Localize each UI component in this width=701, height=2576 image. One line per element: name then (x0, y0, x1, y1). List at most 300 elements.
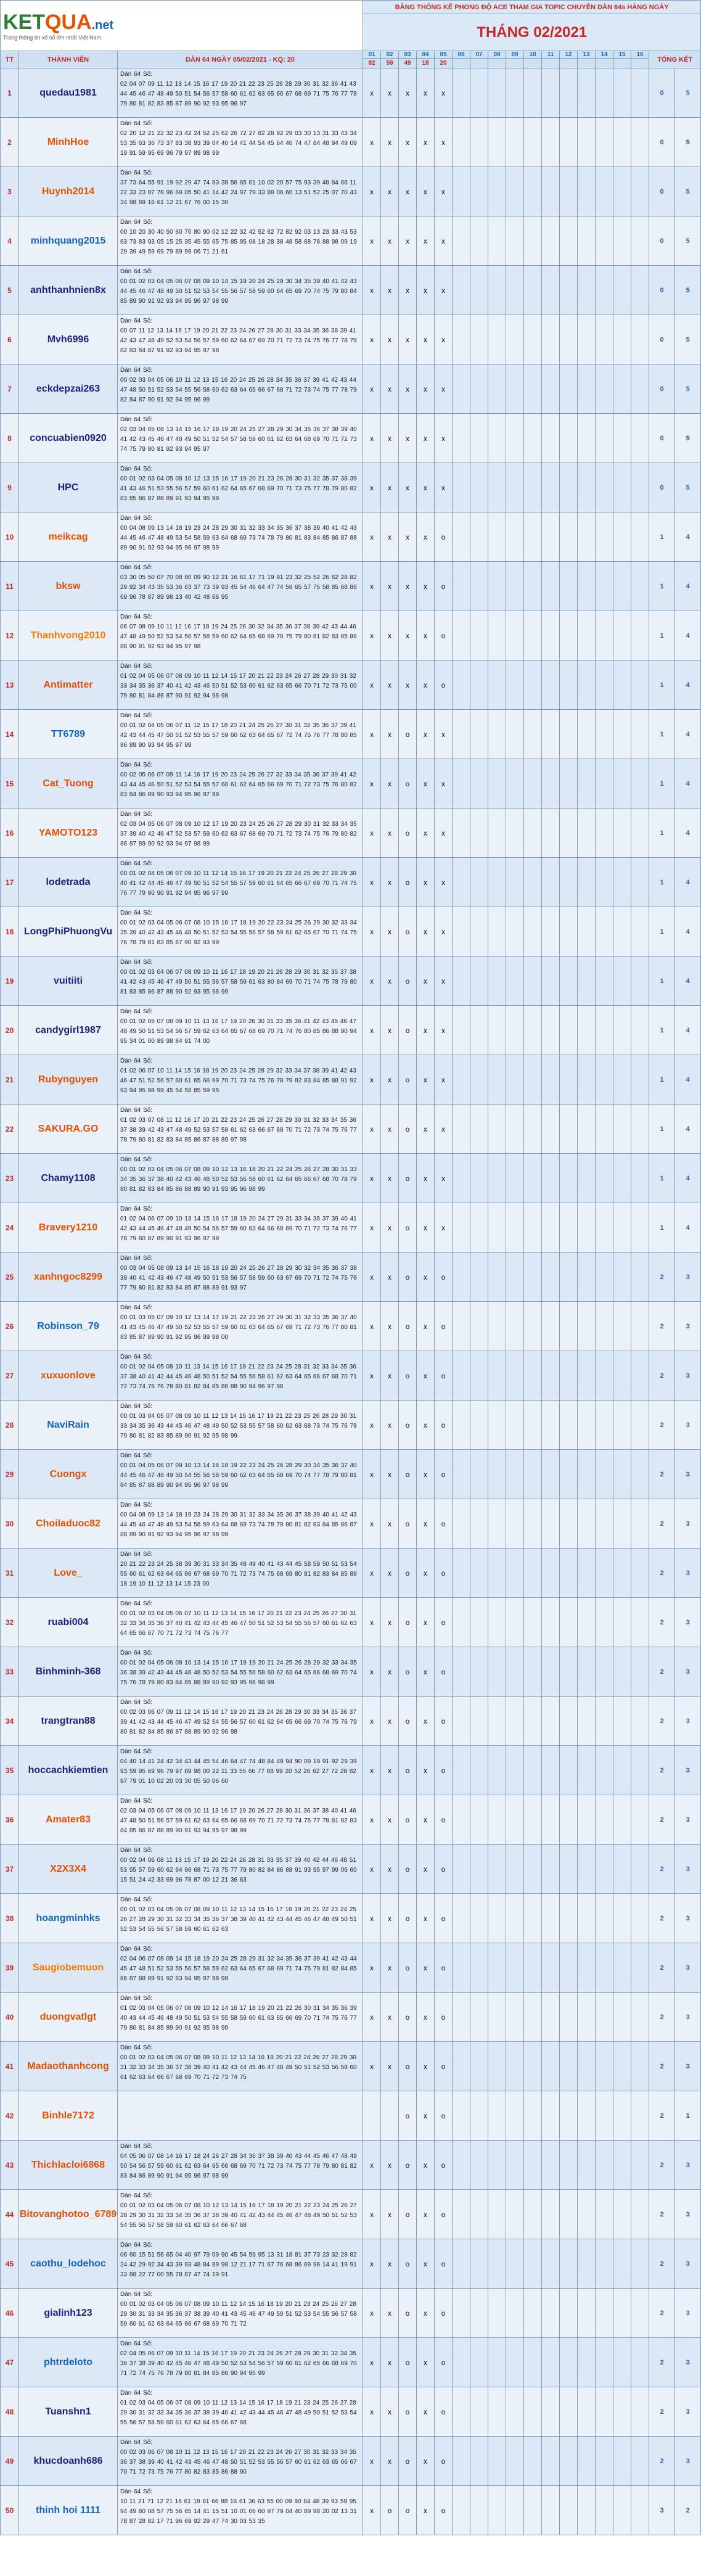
day-mark: x (381, 1499, 399, 1549)
member-name[interactable]: thinh hoi 1111 (19, 2486, 118, 2535)
day-mark (613, 2289, 631, 2338)
day-mark (578, 1697, 596, 1746)
day-mark (613, 759, 631, 809)
day-mark (542, 266, 560, 315)
day-mark (453, 2387, 470, 2437)
day-mark: o (399, 1302, 417, 1351)
day-mark (488, 68, 506, 118)
day-mark (631, 1351, 649, 1401)
row-number: 49 (1, 2437, 19, 2486)
day-mark (453, 1006, 470, 1055)
member-name[interactable]: concuabien0920 (19, 414, 118, 463)
day-mark: x (417, 1549, 435, 1598)
day-mark (453, 1351, 470, 1401)
member-name[interactable]: Love_ (19, 1549, 118, 1598)
day-mark (596, 809, 613, 858)
day-mark (578, 1894, 596, 1943)
member-name[interactable]: Rubynguyen (19, 1055, 118, 1105)
member-name[interactable]: NaviRain (19, 1401, 118, 1450)
day-mark (506, 1450, 524, 1499)
day-mark (488, 759, 506, 809)
day-mark (524, 710, 542, 759)
number-set-values: 00 02 03 06 07 08 10 11 12 13 15 16 17 20 21 22 23 24 26 27 30 31 32 33 34 35 36 37 38 39 40 41 42 43 45 46 47 48 50 51 52 53 55 56 57 60 61 62 63 65 66 67 70 71 72 73 75 76 77 80 82 83 85 86 88 90 (120, 2449, 357, 2475)
day-mark: x (381, 1154, 399, 1203)
day-mark (542, 858, 560, 907)
number-set-label: Dàn 64 Số: (120, 466, 153, 472)
day-mark: o (435, 2437, 453, 2486)
day-mark (631, 1894, 649, 1943)
member-name[interactable]: Bravery1210 (19, 1203, 118, 1253)
member-name[interactable]: phtrdeloto (19, 2338, 118, 2387)
member-name[interactable]: Tuanshn1 (19, 2387, 118, 2437)
table-row (1, 1894, 701, 1943)
miss-count: 4 (675, 1006, 701, 1055)
day-mark (470, 68, 488, 118)
slogan: Trang thông tin xổ số lớn nhất Việt Nam (3, 35, 101, 41)
miss-count: 3 (675, 1993, 701, 2042)
day-mark (578, 1401, 596, 1450)
day-mark (506, 809, 524, 858)
day-mark (453, 1549, 470, 1598)
day-mark (613, 2042, 631, 2091)
day-mark: o (435, 1598, 453, 1647)
row-number: 31 (1, 1549, 19, 1598)
day-mark (542, 2190, 560, 2239)
miss-count: 3 (675, 1450, 701, 1499)
day-mark (524, 1154, 542, 1203)
day-mark (542, 2437, 560, 2486)
number-set (118, 1598, 363, 1647)
member-name[interactable]: SAKURA.GO (19, 1105, 118, 1154)
day-mark (560, 1647, 578, 1697)
member-name[interactable]: duongvatlgt (19, 1993, 118, 2042)
day-mark (488, 2437, 506, 2486)
number-set-label: Dàn 64 Số: (120, 663, 153, 670)
day-mark (596, 1105, 613, 1154)
day-mark: o (435, 1499, 453, 1549)
result-number: 49 (399, 59, 417, 68)
member-name[interactable]: caothu_lodehoc (19, 2239, 118, 2289)
member-name[interactable]: anhthanhnien8x (19, 266, 118, 315)
row-number: 28 (1, 1401, 19, 1450)
day-mark (506, 2387, 524, 2437)
day-mark: x (381, 710, 399, 759)
day-mark: x (417, 1845, 435, 1894)
day-mark (506, 957, 524, 1006)
member-name[interactable]: Mvh6996 (19, 315, 118, 364)
day-mark (488, 1055, 506, 1105)
day-mark (560, 512, 578, 562)
day-mark (613, 1450, 631, 1499)
day-mark: o (399, 1105, 417, 1154)
number-set-values: 01 02 04 06 07 09 10 13 14 15 16 17 18 19 20 24 27 29 31 33 34 36 37 39 40 41 42 43 44 45 46 47 48 49 50 54 56 57 59 60 63 64 66 68 69 70 71 72 73 74 76 77 78 79 80 87 89 90 91 93 96 97 99 (120, 1216, 357, 1242)
day-mark (470, 315, 488, 364)
day-mark: x (417, 1006, 435, 1055)
number-set-values: 00 01 02 04 05 06 08 10 13 14 15 16 17 18 19 20 21 24 25 26 28 29 32 33 34 35 36 38 39 42 43 44 45 46 48 50 52 53 54 55 56 58 60 62 63 64 65 66 68 69 70 74 75 76 78 79 80 83 84 85 88 89 90 92 93 95 96 98 99 (120, 1660, 357, 1686)
day-mark (596, 1450, 613, 1499)
day-mark (542, 2338, 560, 2387)
row-number: 36 (1, 1795, 19, 1845)
day-mark: x (435, 315, 453, 364)
number-set (118, 907, 363, 957)
table-row (1, 68, 701, 118)
number-set-label: Dàn 64 Số: (120, 1354, 153, 1360)
day-mark (560, 216, 578, 266)
hit-count: 1 (649, 907, 675, 957)
day-mark: x (381, 858, 399, 907)
day-mark (488, 562, 506, 611)
day-mark (524, 1055, 542, 1105)
day-mark: o (435, 1647, 453, 1697)
member-name[interactable]: vuitiiti (19, 957, 118, 1006)
day-mark: x (381, 68, 399, 118)
number-set-values: 02 04 07 09 11 12 13 14 15 16 17 19 20 21 22 23 25 26 28 29 30 31 32 36 41 43 44 45 46 47 48 49 50 51 54 56 57 58 60 61 62 63 65 66 67 68 69 71 75 76 77 78 79 80 81 82 83 85 87 89 90 92 93 95 96 97 (120, 81, 357, 107)
member-name[interactable]: bksw (19, 562, 118, 611)
member-name[interactable]: quedau1981 (19, 68, 118, 118)
day-mark (578, 809, 596, 858)
row-number: 50 (1, 2486, 19, 2535)
member-name[interactable]: Chamy1108 (19, 1154, 118, 1203)
number-set (118, 660, 363, 710)
hit-count: 2 (649, 1450, 675, 1499)
hit-count: 2 (649, 2437, 675, 2486)
hit-count: 2 (649, 2190, 675, 2239)
number-set-label: Dàn 64 Số: (120, 1896, 153, 1903)
day-mark: x (417, 809, 435, 858)
day-mark: x (417, 759, 435, 809)
day-mark (631, 1845, 649, 1894)
number-set-label: Dàn 64 Số: (120, 2242, 153, 2249)
row-number: 44 (1, 2190, 19, 2239)
day-mark (613, 463, 631, 512)
number-set (118, 1401, 363, 1450)
day-mark (506, 315, 524, 364)
day-mark (506, 710, 524, 759)
day-mark (470, 1746, 488, 1795)
day-mark (560, 1253, 578, 1302)
member-name[interactable]: Cat_Tuong (19, 759, 118, 809)
day-mark (453, 118, 470, 167)
day-mark: x (363, 1401, 381, 1450)
day-mark (524, 1993, 542, 2042)
hit-count: 0 (649, 216, 675, 266)
day-mark (524, 2239, 542, 2289)
day-mark (453, 2437, 470, 2486)
day-mark: o (435, 1401, 453, 1450)
number-set (118, 2190, 363, 2239)
miss-count: 4 (675, 1203, 701, 1253)
hit-count: 1 (649, 1055, 675, 1105)
day-mark (560, 2338, 578, 2387)
day-mark (631, 809, 649, 858)
day-mark (596, 216, 613, 266)
member-name[interactable]: TT6789 (19, 710, 118, 759)
day-mark (613, 1105, 631, 1154)
day-mark (542, 1105, 560, 1154)
day-mark (542, 1549, 560, 1598)
member-name[interactable]: Bitovanghotoo_6789 (19, 2190, 118, 2239)
day-mark (542, 1499, 560, 1549)
row-number: 27 (1, 1351, 19, 1401)
day-mark (596, 414, 613, 463)
number-set-label: Dàn 64 Số: (120, 2044, 153, 2051)
member-name[interactable]: meikcag (19, 512, 118, 562)
day-mark (524, 118, 542, 167)
day-mark: o (435, 1943, 453, 1993)
day-mark (506, 266, 524, 315)
day-mark (631, 1401, 649, 1450)
day-mark: x (417, 1993, 435, 2042)
member-name[interactable]: Thichlacloi6868 (19, 2141, 118, 2190)
day-mark (542, 1894, 560, 1943)
day-mark (578, 118, 596, 167)
day-mark (542, 2486, 560, 2535)
day-mark (578, 1943, 596, 1993)
day-header: 06 (453, 51, 470, 59)
day-mark (524, 266, 542, 315)
day-mark (631, 1647, 649, 1697)
day-mark (631, 1993, 649, 2042)
day-mark (560, 2042, 578, 2091)
day-mark: x (381, 315, 399, 364)
day-mark (453, 1253, 470, 1302)
day-mark: x (381, 2042, 399, 2091)
day-mark (506, 167, 524, 216)
day-mark (506, 1549, 524, 1598)
day-mark: o (399, 710, 417, 759)
day-mark (596, 907, 613, 957)
day-mark: o (399, 957, 417, 1006)
number-set-values: 00 01 02 03 04 05 06 07 08 09 10 12 13 16 18 20 21 22 24 25 26 27 28 30 31 33 34 35 36 37 38 40 42 43 46 48 50 52 53 56 58 60 61 62 64 65 66 67 68 70 78 79 80 81 82 83 84 85 86 88 89 90 91 93 95 96 98 99 (120, 1166, 357, 1193)
member-name[interactable]: xanhngoc8299 (19, 1253, 118, 1302)
day-mark (453, 2486, 470, 2535)
hit-count: 0 (649, 463, 675, 512)
member-name[interactable]: xuxuonlove (19, 1351, 118, 1401)
day-mark (506, 216, 524, 266)
day-mark (613, 266, 631, 315)
number-set-values: 00 01 02 03 04 05 06 07 08 09 10 11 12 13 14 15 16 17 18 19 20 21 22 23 24 25 26 27 28 29 30 31 32 33 34 35 36 37 38 39 40 41 42 43 44 45 46 47 48 49 50 51 52 53 54 55 56 57 58 59 60 61 62 63 (120, 1906, 357, 1933)
day-mark (578, 414, 596, 463)
miss-count: 4 (675, 660, 701, 710)
member-name[interactable]: minhquang2015 (19, 216, 118, 266)
number-set-values: 00 02 03 06 07 09 11 12 14 15 16 17 19 20 21 23 24 26 28 29 30 33 34 35 36 37 39 41 42 43 44 45 46 47 49 52 54 55 56 57 60 61 62 64 65 66 69 70 74 75 76 79 80 81 82 84 85 86 87 88 89 90 92 96 98 (120, 1709, 357, 1735)
member-name[interactable]: ruabi004 (19, 1598, 118, 1647)
miss-count: 3 (675, 1647, 701, 1697)
member-name[interactable]: X2X3X4 (19, 1845, 118, 1894)
day-mark: x (381, 266, 399, 315)
day-mark (631, 611, 649, 660)
day-mark: x (417, 315, 435, 364)
member-name[interactable]: candygirl1987 (19, 1006, 118, 1055)
day-mark (470, 710, 488, 759)
hit-count: 1 (649, 858, 675, 907)
number-set-label: Dàn 64 Số: (120, 515, 153, 522)
result-number: 20 (435, 59, 453, 68)
member-name[interactable]: hoangminhks (19, 1894, 118, 1943)
member-name[interactable]: Binhminh-368 (19, 1647, 118, 1697)
member-name[interactable]: MinhHoe (19, 118, 118, 167)
member-name[interactable]: Saugiobemuon (19, 1943, 118, 1993)
day-mark (596, 2141, 613, 2190)
day-mark: o (399, 858, 417, 907)
number-set (118, 1993, 363, 2042)
row-number: 22 (1, 1105, 19, 1154)
day-mark: x (363, 68, 381, 118)
member-name[interactable]: gialinh123 (19, 2289, 118, 2338)
member-name[interactable]: eckdepzai263 (19, 364, 118, 414)
month-title: THÁNG 02/2021 (363, 14, 701, 51)
number-set-label: Dàn 64 Số: (120, 1600, 153, 1607)
day-mark: x (381, 1795, 399, 1845)
table-row (1, 1006, 701, 1055)
row-number: 18 (1, 907, 19, 957)
day-mark: o (435, 2141, 453, 2190)
member-name[interactable]: trangtran88 (19, 1697, 118, 1746)
member-name[interactable]: Cuongx (19, 1450, 118, 1499)
number-set-label: Dàn 64 Số: (120, 120, 153, 127)
number-set-values: 02 03 04 05 06 07 08 09 10 12 17 19 20 23 24 25 26 27 28 29 30 31 32 33 34 35 37 39 40 42 46 47 52 53 57 59 60 62 63 67 68 69 70 71 72 73 74 75 76 79 80 82 86 87 89 90 92 93 94 97 98 99 (120, 821, 357, 847)
miss-count: 4 (675, 957, 701, 1006)
row-number: 30 (1, 1499, 19, 1549)
day-mark: o (435, 660, 453, 710)
number-set-values: 03 30 05 50 07 70 08 80 09 90 12 21 16 61 17 71 19 91 23 32 25 52 26 62 28 82 29 92 34 43 35 53 36 63 37 73 39 93 45 54 46 64 47 74 56 65 57 75 58 85 68 86 69 96 78 87 89 98 13 40 42 48 66 95 (120, 574, 357, 601)
day-mark (596, 957, 613, 1006)
table-row (1, 414, 701, 463)
day-mark (613, 1253, 631, 1302)
number-set (118, 1647, 363, 1697)
day-mark: x (363, 1499, 381, 1549)
day-mark (631, 1302, 649, 1351)
day-mark: x (381, 364, 399, 414)
member-name[interactable]: Madaothanhcong (19, 2042, 118, 2091)
number-set-label: Dàn 64 Số: (120, 2390, 153, 2397)
miss-count: 3 (675, 1549, 701, 1598)
member-name[interactable]: LongPhiPhuongVu (19, 907, 118, 957)
day-mark (453, 1795, 470, 1845)
day-mark (488, 2289, 506, 2338)
table-row (1, 216, 701, 266)
number-set-label: Dàn 64 Số: (120, 1255, 153, 1262)
day-mark (506, 1351, 524, 1401)
member-name[interactable]: YAMOTO123 (19, 809, 118, 858)
day-mark (506, 2141, 524, 2190)
day-mark (578, 1253, 596, 1302)
day-mark (506, 1746, 524, 1795)
day-mark: x (417, 2141, 435, 2190)
row-number: 10 (1, 512, 19, 562)
hit-count: 1 (649, 957, 675, 1006)
day-mark (542, 1697, 560, 1746)
row-number: 38 (1, 1894, 19, 1943)
row-number: 15 (1, 759, 19, 809)
day-mark (596, 1746, 613, 1795)
day-header: 12 (560, 51, 578, 59)
day-mark (631, 2437, 649, 2486)
day-mark: x (435, 414, 453, 463)
day-mark (613, 1845, 631, 1894)
day-mark (596, 1351, 613, 1401)
day-mark: x (363, 1351, 381, 1401)
day-mark (560, 68, 578, 118)
day-mark (470, 2091, 488, 2141)
number-set-label: Dàn 64 Số: (120, 959, 153, 966)
day-mark (631, 858, 649, 907)
table-row (1, 1253, 701, 1302)
day-mark (470, 1499, 488, 1549)
row-number: 35 (1, 1746, 19, 1795)
day-mark (470, 1993, 488, 2042)
member-name[interactable]: khucdoanh686 (19, 2437, 118, 2486)
day-mark: x (381, 1943, 399, 1993)
day-mark (596, 2239, 613, 2289)
member-name[interactable]: hoccachkiemtien (19, 1746, 118, 1795)
member-name[interactable]: lodetrada (19, 858, 118, 907)
day-mark (488, 463, 506, 512)
number-set-values: 01 02 03 04 05 06 07 08 09 10 11 12 13 14 15 16 17 18 19 21 23 24 25 26 27 28 29 30 31 32 33 34 35 36 37 38 39 40 41 42 43 44 45 46 47 48 49 50 51 52 53 54 55 56 57 58 59 60 61 62 63 64 65 66 67 68 (120, 2400, 357, 2426)
day-mark (470, 1401, 488, 1450)
member-name[interactable]: Antimatter (19, 660, 118, 710)
day-mark (631, 2141, 649, 2190)
day-mark (488, 1154, 506, 1203)
day-mark: x (417, 266, 435, 315)
day-mark: x (399, 660, 417, 710)
day-mark (488, 266, 506, 315)
row-number: 20 (1, 1006, 19, 1055)
hit-count: 1 (649, 1006, 675, 1055)
member-name[interactable]: Binhle7172 (19, 2091, 118, 2141)
day-mark (453, 660, 470, 710)
number-set (118, 414, 363, 463)
member-name[interactable]: Robinson_79 (19, 1302, 118, 1351)
logo[interactable]: KETQUA.net Trang thông tin xổ số lớn nhất Việt Nam (1, 1, 363, 51)
header-dan: DÀN 64 NGÀY 05/02/2021 - KQ: 20 (118, 51, 363, 68)
miss-count: 5 (675, 364, 701, 414)
member-name[interactable]: Choiladuoc82 (19, 1499, 118, 1549)
day-mark (488, 216, 506, 266)
member-name[interactable]: Huynh2014 (19, 167, 118, 216)
day-mark (631, 1055, 649, 1105)
member-name[interactable]: HPC (19, 463, 118, 512)
day-mark: x (399, 167, 417, 216)
number-set-label: Dàn 64 Số: (120, 170, 153, 176)
table-row (1, 2190, 701, 2239)
day-mark (631, 1598, 649, 1647)
miss-count: 3 (675, 1894, 701, 1943)
number-set (118, 1499, 363, 1549)
number-set-label: Dàn 64 Số: (120, 1403, 153, 1410)
day-header: 13 (578, 51, 596, 59)
day-mark (470, 2042, 488, 2091)
day-mark: o (435, 1795, 453, 1845)
day-mark (542, 1943, 560, 1993)
day-mark (578, 1450, 596, 1499)
member-name[interactable]: Thanhvong2010 (19, 611, 118, 660)
row-number: 45 (1, 2239, 19, 2289)
day-mark: x (381, 660, 399, 710)
day-mark (524, 759, 542, 809)
day-mark: x (363, 611, 381, 660)
day-mark (542, 1351, 560, 1401)
hit-count: 0 (649, 68, 675, 118)
day-mark (453, 2239, 470, 2289)
day-mark (488, 2387, 506, 2437)
number-set (118, 1549, 363, 1598)
day-mark (631, 2486, 649, 2535)
day-mark: x (363, 1993, 381, 2042)
hit-count: 2 (649, 1598, 675, 1647)
table-row (1, 2042, 701, 2091)
member-name[interactable]: Amater83 (19, 1795, 118, 1845)
